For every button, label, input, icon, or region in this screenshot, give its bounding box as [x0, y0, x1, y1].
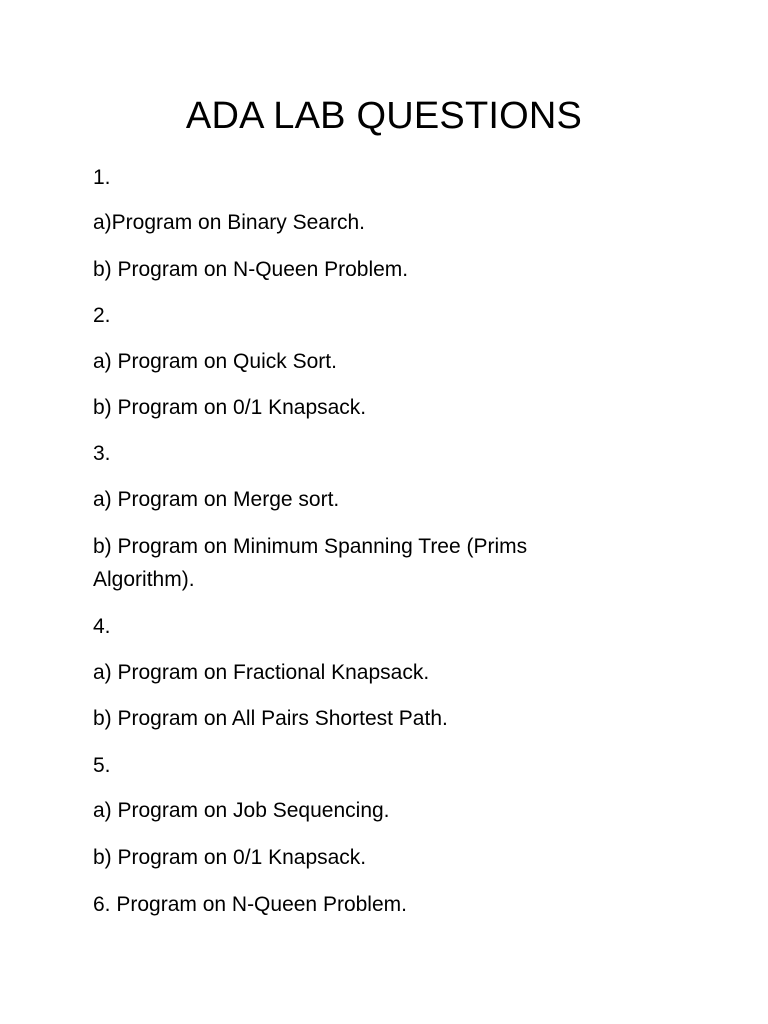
question-1a: a)Program on Binary Search.: [93, 211, 365, 234]
question-5b: b) Program on 0/1 Knapsack.: [93, 846, 367, 869]
question-2b: b) Program on 0/1 Knapsack.: [93, 396, 367, 419]
question-1b: b) Program on N-Queen Problem.: [93, 258, 409, 281]
question-4b: b) Program on All Pairs Shortest Path.: [93, 707, 448, 730]
question-number-2: 2.: [93, 304, 111, 327]
question-6: 6. Program on N-Queen Problem.: [93, 893, 407, 916]
question-3b-line-2: Algorithm).: [93, 568, 195, 591]
question-number-1: 1.: [93, 166, 111, 189]
question-number-3: 3.: [93, 442, 111, 465]
question-5a: a) Program on Job Sequencing.: [93, 799, 390, 822]
question-number-5: 5.: [93, 754, 111, 777]
question-3b-line-1: b) Program on Minimum Spanning Tree (Prims: [93, 535, 528, 558]
question-number-4: 4.: [93, 615, 111, 638]
question-3a: a) Program on Merge sort.: [93, 488, 340, 511]
question-4a: a) Program on Fractional Knapsack.: [93, 661, 430, 684]
page-title: ADA LAB QUESTIONS: [185, 95, 583, 137]
question-2a: a) Program on Quick Sort.: [93, 350, 337, 373]
